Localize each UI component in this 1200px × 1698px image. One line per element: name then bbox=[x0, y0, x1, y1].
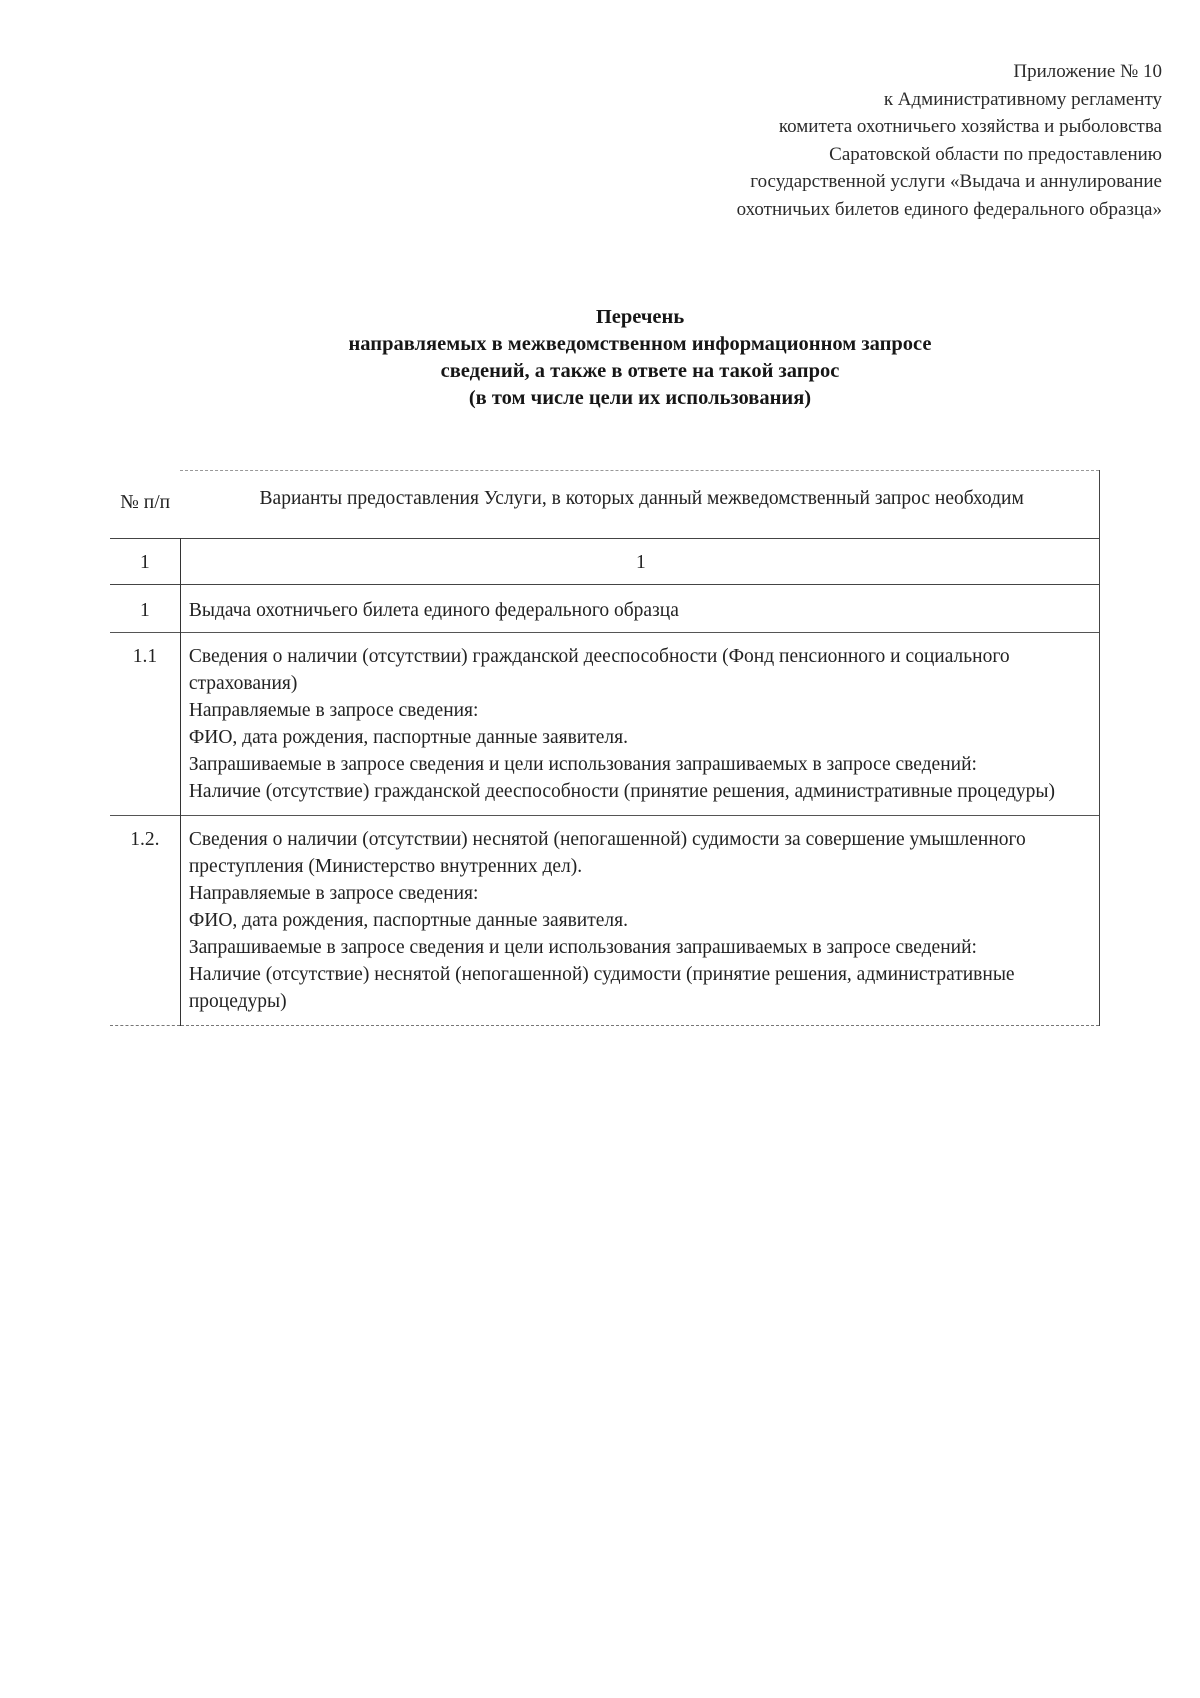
item-num-cell: 1.2. bbox=[110, 815, 180, 1025]
title-line: (в том числе цели их использования) bbox=[468, 387, 812, 409]
table-row bbox=[110, 815, 1100, 1025]
appendix-line: охотничьих билетов единого федерального образца» bbox=[736, 198, 1162, 220]
item-text-cell bbox=[180, 815, 1099, 1025]
item-line: Запрашиваемые в запросе сведения и цели использования запрашиваемых в запросе сведений: bbox=[188, 753, 977, 775]
section-text-cell: Выдача охотничьего билета единого федерального образца bbox=[180, 584, 1099, 632]
title-line: направляемых в межведомственном информационном запросе bbox=[348, 333, 932, 355]
document-title bbox=[160, 304, 1120, 412]
section-num-cell: 1 bbox=[110, 584, 180, 632]
item-text-cell bbox=[180, 632, 1099, 815]
appendix-line: государственной услуги «Выдача и аннулирование bbox=[750, 171, 1162, 192]
item-line: ФИО, дата рождения, паспортные данные заявителя. bbox=[188, 726, 628, 748]
item-line: Направляемые в запросе сведения: bbox=[188, 699, 479, 721]
title-line: сведений, а также в ответе на такой запрос bbox=[440, 360, 840, 382]
item-line: ФИО, дата рождения, паспортные данные заявителя. bbox=[188, 909, 628, 931]
item-num-cell: 1.1 bbox=[110, 632, 180, 815]
table-section-row bbox=[110, 584, 1100, 632]
title-line: Перечень bbox=[595, 306, 685, 328]
item-line: Наличие (отсутствие) гражданской дееспособности (принятие решения, административные процедуры) bbox=[188, 780, 1056, 802]
appendix-line: Саратовской области по предоставлению bbox=[829, 143, 1162, 165]
appendix-line: комитета охотничьего хозяйства и рыболовства bbox=[778, 116, 1162, 137]
item-line: Сведения о наличии (отсутствии) гражданской дееспособности (Фонд пенсионного и социального страхования) bbox=[188, 645, 1010, 694]
header-text-cell: Варианты предоставления Услуги, в которых данный межведомственный запрос необходим bbox=[180, 471, 1099, 539]
table-index-row bbox=[110, 538, 1100, 584]
table-header-row bbox=[110, 471, 1100, 539]
index-num-cell: 1 bbox=[110, 538, 180, 584]
item-line: Наличие (отсутствие) неснятой (непогашенной) судимости (принятие решения, административные процедуры) bbox=[188, 963, 1015, 1012]
table-row bbox=[110, 632, 1100, 815]
item-line: Сведения о наличии (отсутствии) неснятой (непогашенной) судимости за совершение умышленного преступления (Министерство внутренних дел). bbox=[188, 828, 1026, 877]
requests-table bbox=[110, 470, 1100, 1026]
item-line: Направляемые в запросе сведения: bbox=[188, 882, 479, 904]
appendix-line: Приложение № 10 bbox=[1013, 61, 1162, 82]
index-text-cell: 1 bbox=[180, 538, 1099, 584]
header-num-cell: № п/п bbox=[120, 491, 171, 513]
appendix-reference bbox=[442, 58, 1162, 223]
item-line: Запрашиваемые в запросе сведения и цели использования запрашиваемых в запросе сведений: bbox=[188, 936, 977, 958]
appendix-line: к Административному регламенту bbox=[883, 88, 1162, 110]
